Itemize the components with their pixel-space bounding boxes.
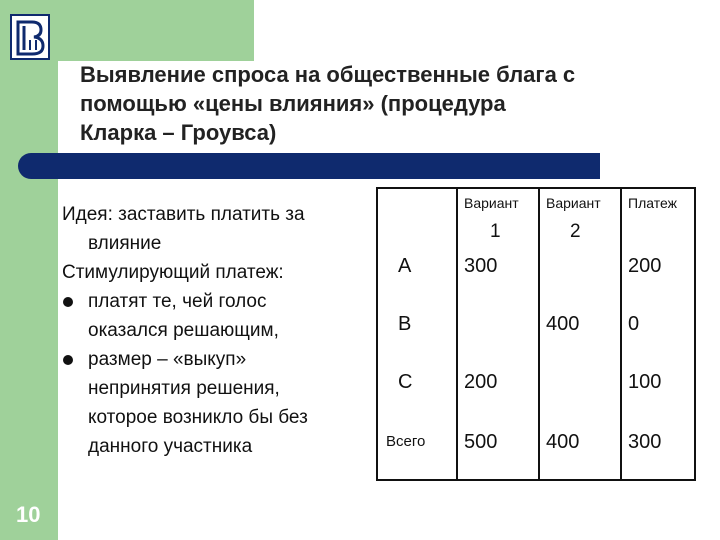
row-label: B xyxy=(398,313,412,335)
payment-table xyxy=(376,187,696,481)
column-header-number: 1 xyxy=(490,221,501,242)
top-band xyxy=(58,0,254,61)
bullet-text: размер – «выкуп» xyxy=(88,349,247,370)
bullet-text-cont: оказался решающим, xyxy=(88,320,279,341)
bullet-text-cont: непринятия решения, xyxy=(88,378,280,399)
hse-logo-icon xyxy=(10,14,50,60)
page-number: 10 xyxy=(16,502,41,527)
bullet-dot-icon xyxy=(63,355,73,365)
table-cell: 0 xyxy=(628,313,640,335)
bullet-dot-icon xyxy=(63,297,73,307)
table-cell: 200 xyxy=(464,371,498,393)
bullet-text: платят те, чей голос xyxy=(88,291,267,312)
idea-text-cont: влияние xyxy=(88,233,162,254)
bullet-item xyxy=(62,345,392,374)
title-line: помощью «цены влияния» (процедура xyxy=(80,91,506,116)
total-cell: 300 xyxy=(628,431,662,453)
slide-body xyxy=(62,200,392,461)
table-divider xyxy=(456,189,458,479)
title-line: Выявление спроса на общественные блага с xyxy=(80,62,576,87)
total-label: Всего xyxy=(386,433,426,450)
column-header: Вариант xyxy=(546,195,601,211)
column-header: Вариант xyxy=(464,195,519,211)
title-line: Кларка – Гроувса) xyxy=(80,120,277,145)
row-label: A xyxy=(398,255,412,277)
table-cell: 400 xyxy=(546,313,580,335)
bullet-item xyxy=(62,287,392,316)
left-sidebar-band xyxy=(0,0,58,540)
table-cell: 200 xyxy=(628,255,662,277)
column-header: Платеж xyxy=(628,195,677,211)
table-divider xyxy=(538,189,540,479)
table-divider xyxy=(620,189,622,479)
total-cell: 400 xyxy=(546,431,580,453)
row-label: C xyxy=(398,371,413,393)
bullet-text-cont: которое возникло бы без xyxy=(88,407,308,428)
title-divider-bar xyxy=(18,153,600,179)
stimulus-heading: Стимулирующий платеж: xyxy=(62,262,284,283)
total-cell: 500 xyxy=(464,431,498,453)
bullet-text-cont: данного участника xyxy=(88,436,253,457)
column-header-number: 2 xyxy=(570,221,581,242)
table-cell: 300 xyxy=(464,255,498,277)
slide-title xyxy=(80,60,680,147)
table-cell: 100 xyxy=(628,371,662,393)
idea-text: Идея: заставить платить за xyxy=(62,204,305,225)
